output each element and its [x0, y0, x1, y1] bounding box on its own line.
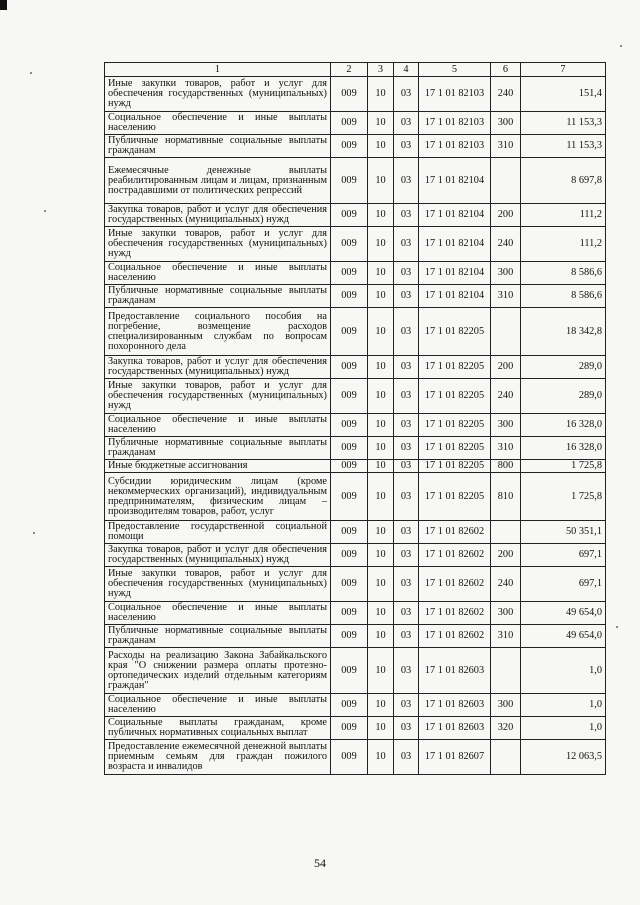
amount: 49 654,0 — [521, 602, 606, 625]
table-row — [105, 740, 606, 775]
code-vr: 200 — [491, 356, 521, 379]
code-csr: 17 1 01 82205 — [419, 437, 491, 460]
code-ved: 009 — [331, 262, 368, 285]
amount: 16 328,0 — [521, 437, 606, 460]
code-pr: 03 — [394, 567, 419, 602]
code-pr: 03 — [394, 460, 419, 473]
code-ved: 009 — [331, 379, 368, 414]
code-pr: 03 — [394, 740, 419, 775]
row-description: Закупка товаров, работ и услуг для обеспечения государственных (муниципальных) нужд — [105, 204, 331, 227]
code-rz: 10 — [368, 544, 394, 567]
code-vr: 240 — [491, 227, 521, 262]
code-csr: 17 1 01 82103 — [419, 112, 491, 135]
amount: 1 725,8 — [521, 460, 606, 473]
code-csr: 17 1 01 82205 — [419, 473, 491, 521]
code-pr: 03 — [394, 648, 419, 694]
table-row — [105, 717, 606, 740]
table-row — [105, 158, 606, 204]
amount: 1,0 — [521, 694, 606, 717]
code-vr: 310 — [491, 135, 521, 158]
code-pr: 03 — [394, 158, 419, 204]
code-vr: 300 — [491, 414, 521, 437]
code-vr: 300 — [491, 112, 521, 135]
amount: 49 654,0 — [521, 625, 606, 648]
code-rz: 10 — [368, 356, 394, 379]
code-ved: 009 — [331, 204, 368, 227]
amount: 151,4 — [521, 77, 606, 112]
code-vr: 300 — [491, 694, 521, 717]
amount: 18 342,8 — [521, 308, 606, 356]
code-vr: 200 — [491, 544, 521, 567]
code-ved: 009 — [331, 135, 368, 158]
code-vr: 310 — [491, 285, 521, 308]
table-row — [105, 356, 606, 379]
amount: 8 697,8 — [521, 158, 606, 204]
row-description: Расходы на реализацию Закона Забайкальского края "О снижении размера оплаты протезно-ортопедических изделий отдельным категориям граждан" — [105, 648, 331, 694]
code-vr: 300 — [491, 602, 521, 625]
row-description: Иные закупки товаров, работ и услуг для обеспечения государственных (муниципальных) нужд — [105, 77, 331, 112]
code-vr: 240 — [491, 77, 521, 112]
amount: 111,2 — [521, 227, 606, 262]
code-ved: 009 — [331, 308, 368, 356]
code-vr: 320 — [491, 717, 521, 740]
code-pr: 03 — [394, 473, 419, 521]
amount: 289,0 — [521, 379, 606, 414]
row-description: Публичные нормативные социальные выплаты гражданам — [105, 285, 331, 308]
code-rz: 10 — [368, 379, 394, 414]
code-rz: 10 — [368, 437, 394, 460]
code-csr: 17 1 01 82104 — [419, 227, 491, 262]
code-csr: 17 1 01 82602 — [419, 544, 491, 567]
code-csr: 17 1 01 82103 — [419, 77, 491, 112]
code-ved: 009 — [331, 544, 368, 567]
code-rz: 10 — [368, 135, 394, 158]
code-csr: 17 1 01 82103 — [419, 135, 491, 158]
table-row — [105, 227, 606, 262]
code-pr: 03 — [394, 262, 419, 285]
code-csr: 17 1 01 82602 — [419, 521, 491, 544]
code-csr: 17 1 01 82205 — [419, 460, 491, 473]
row-description: Социальное обеспечение и иные выплаты населению — [105, 262, 331, 285]
code-pr: 03 — [394, 77, 419, 112]
amount: 50 351,1 — [521, 521, 606, 544]
code-csr: 17 1 01 82205 — [419, 356, 491, 379]
row-description: Субсидии юридическим лицам (кроме некоммерческих организаций), индивидуальным предпринимателям, физическим лицам – производителям товаров, работ, услуг — [105, 473, 331, 521]
table-row — [105, 204, 606, 227]
code-rz: 10 — [368, 262, 394, 285]
scan-speck — [44, 210, 46, 212]
code-csr: 17 1 01 82104 — [419, 262, 491, 285]
code-csr: 17 1 01 82602 — [419, 625, 491, 648]
code-vr: 240 — [491, 567, 521, 602]
code-pr: 03 — [394, 285, 419, 308]
code-rz: 10 — [368, 204, 394, 227]
row-description: Иные закупки товаров, работ и услуг для обеспечения государственных (муниципальных) нужд — [105, 567, 331, 602]
amount: 289,0 — [521, 356, 606, 379]
code-csr: 17 1 01 82205 — [419, 379, 491, 414]
code-pr: 03 — [394, 437, 419, 460]
code-rz: 10 — [368, 625, 394, 648]
table-row — [105, 602, 606, 625]
row-description: Социальные выплаты гражданам, кроме публичных нормативных социальных выплат — [105, 717, 331, 740]
table-row — [105, 262, 606, 285]
code-ved: 009 — [331, 112, 368, 135]
code-vr: 300 — [491, 262, 521, 285]
amount: 697,1 — [521, 567, 606, 602]
amount: 1,0 — [521, 717, 606, 740]
code-ved: 009 — [331, 648, 368, 694]
column-header: 6 — [491, 63, 521, 77]
code-pr: 03 — [394, 379, 419, 414]
table-row — [105, 285, 606, 308]
code-csr: 17 1 01 82205 — [419, 308, 491, 356]
code-csr: 17 1 01 82602 — [419, 602, 491, 625]
code-vr: 310 — [491, 625, 521, 648]
column-header: 1 — [105, 63, 331, 77]
table-row — [105, 521, 606, 544]
code-csr: 17 1 01 82205 — [419, 414, 491, 437]
amount: 12 063,5 — [521, 740, 606, 775]
code-csr: 17 1 01 82602 — [419, 567, 491, 602]
code-pr: 03 — [394, 625, 419, 648]
code-ved: 009 — [331, 625, 368, 648]
code-rz: 10 — [368, 717, 394, 740]
code-csr: 17 1 01 82104 — [419, 285, 491, 308]
row-description: Закупка товаров, работ и услуг для обеспечения государственных (муниципальных) нужд — [105, 356, 331, 379]
code-rz: 10 — [368, 602, 394, 625]
code-rz: 10 — [368, 112, 394, 135]
column-header: 5 — [419, 63, 491, 77]
code-ved: 009 — [331, 285, 368, 308]
code-rz: 10 — [368, 158, 394, 204]
table-row — [105, 544, 606, 567]
table-row — [105, 308, 606, 356]
row-description: Закупка товаров, работ и услуг для обеспечения государственных (муниципальных) нужд — [105, 544, 331, 567]
code-ved: 009 — [331, 437, 368, 460]
amount: 1 725,8 — [521, 473, 606, 521]
table-row — [105, 77, 606, 112]
code-vr — [491, 740, 521, 775]
scan-speck — [33, 532, 35, 534]
code-ved: 009 — [331, 473, 368, 521]
code-vr: 810 — [491, 473, 521, 521]
code-pr: 03 — [394, 308, 419, 356]
code-ved: 009 — [331, 740, 368, 775]
row-description: Социальное обеспечение и иные выплаты населению — [105, 694, 331, 717]
table-row — [105, 135, 606, 158]
column-header: 4 — [394, 63, 419, 77]
code-rz: 10 — [368, 285, 394, 308]
code-vr — [491, 648, 521, 694]
code-csr: 17 1 01 82607 — [419, 740, 491, 775]
code-rz: 10 — [368, 694, 394, 717]
table-row — [105, 694, 606, 717]
row-description: Ежемесячные денежные выплаты реабилитированным лицам и лицам, признанным пострадавшими от политических репрессий — [105, 158, 331, 204]
amount: 697,1 — [521, 544, 606, 567]
code-vr: 310 — [491, 437, 521, 460]
code-csr: 17 1 01 82603 — [419, 717, 491, 740]
code-ved: 009 — [331, 158, 368, 204]
table-row — [105, 414, 606, 437]
code-vr: 200 — [491, 204, 521, 227]
code-csr: 17 1 01 82603 — [419, 694, 491, 717]
code-vr: 240 — [491, 379, 521, 414]
scan-speck — [30, 72, 32, 74]
code-ved: 009 — [331, 460, 368, 473]
amount: 11 153,3 — [521, 112, 606, 135]
code-pr: 03 — [394, 414, 419, 437]
scan-speck — [620, 45, 622, 47]
code-ved: 009 — [331, 521, 368, 544]
code-ved: 009 — [331, 414, 368, 437]
row-description: Публичные нормативные социальные выплаты гражданам — [105, 135, 331, 158]
code-rz: 10 — [368, 648, 394, 694]
code-ved: 009 — [331, 567, 368, 602]
code-rz: 10 — [368, 473, 394, 521]
page-number: 54 — [314, 856, 326, 870]
code-ved: 009 — [331, 356, 368, 379]
row-description: Предоставление ежемесячной денежной выплаты приемным семьям для граждан пожилого возраста и инвалидов — [105, 740, 331, 775]
row-description: Иные закупки товаров, работ и услуг для обеспечения государственных (муниципальных) нужд — [105, 227, 331, 262]
code-pr: 03 — [394, 356, 419, 379]
code-ved: 009 — [331, 602, 368, 625]
code-csr: 17 1 01 82603 — [419, 648, 491, 694]
code-ved: 009 — [331, 717, 368, 740]
code-rz: 10 — [368, 77, 394, 112]
amount: 8 586,6 — [521, 285, 606, 308]
code-rz: 10 — [368, 521, 394, 544]
code-ved: 009 — [331, 77, 368, 112]
budget-table — [104, 62, 606, 775]
code-vr — [491, 158, 521, 204]
amount: 1,0 — [521, 648, 606, 694]
row-description: Публичные нормативные социальные выплаты гражданам — [105, 437, 331, 460]
code-vr — [491, 308, 521, 356]
table-row — [105, 460, 606, 473]
code-rz: 10 — [368, 227, 394, 262]
amount: 11 153,3 — [521, 135, 606, 158]
code-rz: 10 — [368, 740, 394, 775]
code-rz: 10 — [368, 567, 394, 602]
table-row — [105, 379, 606, 414]
code-csr: 17 1 01 82104 — [419, 204, 491, 227]
code-pr: 03 — [394, 602, 419, 625]
column-header: 2 — [331, 63, 368, 77]
row-description: Предоставление социального пособия на погребение, возмещение расходов специализированным службам по вопросам похоронного дела — [105, 308, 331, 356]
scan-corner-mark — [0, 0, 7, 10]
row-description: Иные закупки товаров, работ и услуг для обеспечения государственных (муниципальных) нужд — [105, 379, 331, 414]
table-row — [105, 625, 606, 648]
row-description: Социальное обеспечение и иные выплаты населению — [105, 414, 331, 437]
row-description: Социальное обеспечение и иные выплаты населению — [105, 112, 331, 135]
row-description: Социальное обеспечение и иные выплаты населению — [105, 602, 331, 625]
code-rz: 10 — [368, 414, 394, 437]
table-row — [105, 648, 606, 694]
code-pr: 03 — [394, 112, 419, 135]
code-pr: 03 — [394, 204, 419, 227]
row-description: Предоставление государственной социальной помощи — [105, 521, 331, 544]
code-rz: 10 — [368, 308, 394, 356]
code-pr: 03 — [394, 717, 419, 740]
table-row — [105, 112, 606, 135]
table-row — [105, 473, 606, 521]
row-description: Иные бюджетные ассигнования — [105, 460, 331, 473]
amount: 111,2 — [521, 204, 606, 227]
code-pr: 03 — [394, 135, 419, 158]
row-description: Публичные нормативные социальные выплаты гражданам — [105, 625, 331, 648]
amount: 16 328,0 — [521, 414, 606, 437]
table-header-row — [105, 63, 606, 77]
scan-speck — [616, 626, 618, 628]
column-header: 3 — [368, 63, 394, 77]
amount: 8 586,6 — [521, 262, 606, 285]
table-row — [105, 567, 606, 602]
code-csr: 17 1 01 82104 — [419, 158, 491, 204]
code-pr: 03 — [394, 544, 419, 567]
code-ved: 009 — [331, 227, 368, 262]
code-ved: 009 — [331, 694, 368, 717]
column-header: 7 — [521, 63, 606, 77]
code-rz: 10 — [368, 460, 394, 473]
code-pr: 03 — [394, 227, 419, 262]
table-body — [105, 77, 606, 775]
code-pr: 03 — [394, 694, 419, 717]
code-vr — [491, 521, 521, 544]
code-pr: 03 — [394, 521, 419, 544]
table-row — [105, 437, 606, 460]
code-vr: 800 — [491, 460, 521, 473]
